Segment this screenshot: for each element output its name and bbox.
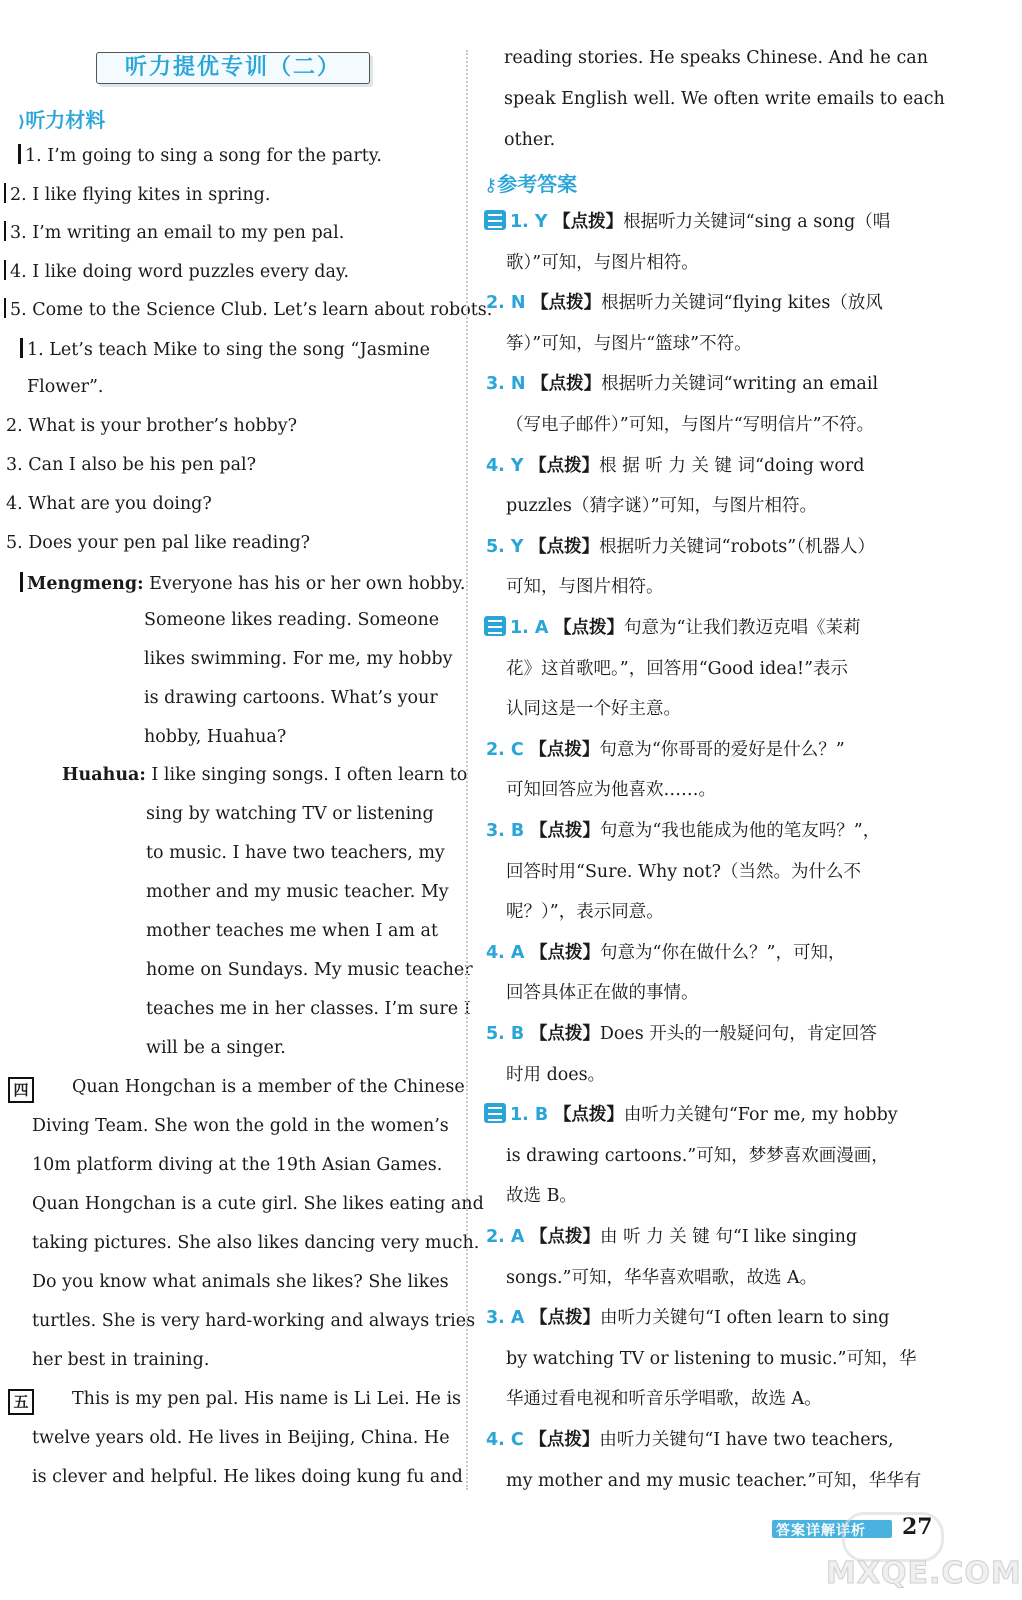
answer-text: 根据听力关键词“sing a song（唱	[623, 212, 891, 232]
s2-line-2: 2. What is your brother’s hobby?	[6, 416, 298, 436]
s2-line-1: 1. Let’s teach Mike to sing the song “Jasmine	[20, 338, 430, 360]
answer-14-line-1	[486, 1426, 894, 1451]
margin-mark-icon	[4, 183, 6, 203]
materials-heading: ⟩听力材料	[18, 108, 106, 132]
answer-6-line-2: 花》这首歌吧。”，回答用“Good idea!”表示	[506, 658, 849, 679]
answer-12-line-1	[486, 1223, 857, 1248]
s1-line-4: 4. I like doing word puzzles every day.	[4, 260, 349, 282]
answer-10-line-2: 时用 does。	[506, 1064, 606, 1085]
dialogue-line: hobby, Huahua?	[144, 727, 287, 747]
dialogue-line: mother teaches me when I am at	[146, 921, 438, 941]
hint-tag: 【点拨】	[553, 212, 624, 232]
s2-line-1-cont: Flower”.	[27, 377, 104, 397]
answer-11-line-1	[484, 1101, 898, 1126]
hint-tag: 【点拨】	[553, 1105, 624, 1126]
s5-line: twelve years old. He lives in Beijing, China. He	[32, 1428, 450, 1448]
answer-text: 根据听力关键词“flying kites（放风	[601, 293, 883, 314]
answer-text: 由 听 力 关 键 句“I like singing	[600, 1227, 858, 1247]
s4-line: Quan Hongchan is a cute girl. She likes eating and	[32, 1194, 484, 1214]
page-number: 27	[902, 1514, 933, 1540]
s5-line: is clever and helpful. He likes doing kung fu and	[32, 1467, 463, 1487]
column-divider	[466, 50, 468, 1490]
answer-8-line-1	[486, 817, 880, 842]
answer-2-line-1	[486, 289, 883, 314]
hint-tag: 【点拨】	[529, 1024, 600, 1044]
answer-14-line-2: my mother and my music teacher.”可知，华华有	[506, 1470, 922, 1491]
section-list-icon	[484, 616, 506, 636]
dialogue-line-huahua: Huahua: I like singing songs. I often learn to	[62, 765, 468, 785]
answer-number: 3. A	[486, 1308, 525, 1329]
continued-line: reading stories. He speaks Chinese. And he can	[504, 48, 928, 68]
answer-7-line-1	[486, 736, 845, 761]
dialogue-line: home on Sundays. My music teacher	[146, 960, 473, 980]
hint-tag: 【点拨】	[530, 942, 601, 963]
answer-9-line-2: 回答具体正在做的事情。	[506, 983, 699, 1004]
footer-label: 答案详解详析	[776, 1523, 866, 1539]
answer-text: 由听力关键句“I often learn to sing	[600, 1308, 890, 1329]
answer-8-line-3: 呢？）”，表示同意。	[506, 902, 664, 923]
margin-mark-icon	[4, 298, 6, 318]
answer-3-line-2: （写电子邮件）”可知，与图片“写明信片”不符。	[506, 415, 875, 435]
section-list-icon	[484, 1103, 506, 1123]
answer-2-line-2: 筝）”可知，与图片“篮球”不符。	[506, 333, 752, 354]
section-four-mark: 四	[8, 1077, 34, 1103]
answer-text: 根据听力关键词“robots”（机器人）	[599, 536, 875, 557]
section-five-mark: 五	[8, 1389, 34, 1415]
s1-line-5: 5. Come to the Science Club. Let’s learn about robots.	[4, 298, 492, 320]
dialogue-line: is drawing cartoons. What’s your	[144, 688, 438, 708]
answer-text: 句意为“我也能成为他的笔友吗？”，	[599, 821, 881, 841]
answer-number: 4. Y	[486, 455, 524, 476]
answer-text: 由听力关键句“For me, my hobby	[623, 1105, 898, 1126]
margin-mark-icon	[4, 221, 6, 241]
answer-text: 句意为“你在做什么？”，可知，	[600, 942, 846, 963]
answer-5-line-2: 可知，与图片相符。	[506, 577, 664, 598]
dialogue-line: to music. I have two teachers, my	[146, 843, 445, 863]
dialogue-line: will be a singer.	[146, 1038, 286, 1058]
hint-tag: 【点拨】	[530, 1227, 601, 1247]
hint-tag: 【点拨】	[529, 739, 600, 760]
s4-line: 10m platform diving at the 19th Asian Games.	[32, 1155, 443, 1175]
answer-number: 1. A	[510, 618, 549, 638]
answer-number: 5. B	[486, 1024, 525, 1044]
s4-line: Quan Hongchan is a member of the Chinese	[72, 1077, 465, 1097]
answer-number: 3. N	[486, 374, 526, 395]
ear-icon: ⟩	[18, 112, 26, 131]
section-mark-icon	[20, 338, 23, 358]
answer-13-line-2: by watching TV or listening to music.”可知，华	[506, 1348, 917, 1369]
answer-number: 1. B	[510, 1105, 549, 1126]
answer-11-line-2: is drawing cartoons.”可知，梦梦喜欢画漫画，	[506, 1145, 889, 1166]
answer-number: 1. Y	[510, 212, 548, 232]
answer-number: 4. C	[486, 1430, 524, 1450]
answer-6-line-1	[484, 614, 861, 639]
s5-line: This is my pen pal. His name is Li Lei. He is	[72, 1389, 462, 1409]
answer-4-line-2: puzzles（猜字谜）”可知，与图片相符。	[506, 496, 818, 517]
answer-5-line-1	[486, 533, 875, 558]
answer-6-line-3: 认同这是一个好主意。	[506, 699, 681, 720]
dialogue-line: mother and my music teacher. My	[146, 882, 449, 902]
answer-number: 4. A	[486, 942, 525, 963]
page-title: 听力提优专训（二）	[96, 52, 370, 84]
answers-heading: ⚷参考答案	[484, 172, 578, 196]
hint-tag: 【点拨】	[531, 374, 602, 395]
s1-line-2: 2. I like flying kites in spring.	[4, 183, 270, 205]
answer-number: 2. A	[486, 1227, 525, 1247]
answer-text: Does 开头的一般疑问句，肯定回答	[599, 1024, 877, 1044]
section-mark-icon	[18, 144, 21, 164]
answer-7-line-2: 可知回答应为他喜欢……。	[506, 780, 716, 801]
hint-tag: 【点拨】	[529, 455, 600, 476]
hint-tag: 【点拨】	[554, 618, 625, 638]
hint-tag: 【点拨】	[529, 821, 600, 841]
answer-text: 根据听力关键词“writing an email	[601, 374, 879, 395]
dialogue-line: Someone likes reading. Someone	[144, 610, 440, 630]
answer-12-line-2: songs.”可知，华华喜欢唱歌，故选 A。	[506, 1267, 818, 1288]
s2-line-3: 3. Can I also be his pen pal?	[6, 455, 257, 475]
answer-13-line-1	[486, 1304, 889, 1329]
right-column	[478, 0, 948, 1600]
answer-number: 3. B	[486, 821, 525, 841]
dialogue-line: teaches me in her classes. I’m sure I	[146, 999, 471, 1019]
answer-text: 由听力关键句“I have two teachers,	[599, 1430, 894, 1450]
left-column	[0, 0, 493, 1600]
section-mark-icon	[20, 572, 23, 592]
answer-3-line-1	[486, 370, 878, 395]
dialogue-line: sing by watching TV or listening	[146, 804, 434, 824]
answer-13-line-3: 华通过看电视和听音乐学唱歌，故选 A。	[506, 1389, 822, 1410]
s4-line: Diving Team. She won the gold in the women’s	[32, 1116, 449, 1136]
section-list-icon	[484, 210, 506, 230]
answer-1-line-2: 歌）”可知，与图片相符。	[506, 252, 699, 273]
s4-line: turtles. She is very hard-working and always tries	[32, 1311, 476, 1331]
answer-number: 2. N	[486, 293, 526, 314]
dialogue-line: likes swimming. For me, my hobby	[144, 649, 453, 669]
watermark-text: MXQE.COM	[826, 1556, 1022, 1591]
s1-line-1: 1. I’m going to sing a song for the party.	[18, 144, 382, 166]
answer-9-line-1	[486, 939, 845, 964]
answer-4-line-1	[486, 452, 864, 477]
answer-number: 2. C	[486, 739, 524, 760]
answer-1-line-1	[484, 208, 890, 233]
hint-tag: 【点拨】	[529, 1430, 600, 1450]
s4-line: her best in training.	[32, 1350, 210, 1370]
dialogue-line-1: Mengmeng: Everyone has his or her own hobby.	[20, 572, 465, 594]
s4-line: Do you know what animals she likes? She likes	[32, 1272, 449, 1292]
key-icon: ⚷	[484, 175, 498, 196]
answer-10-line-1	[486, 1020, 877, 1045]
s4-line: taking pictures. She also likes dancing very much.	[32, 1233, 480, 1253]
continued-line: other.	[504, 130, 556, 150]
watermark-logo-icon	[842, 1512, 944, 1562]
s2-line-4: 4. What are you doing?	[6, 494, 212, 514]
answer-number: 5. Y	[486, 536, 524, 557]
answer-text: 句意为“让我们教迈克唱《茉莉	[624, 618, 861, 638]
s2-line-5: 5. Does your pen pal like reading?	[6, 533, 311, 553]
answer-8-line-2: 回答时用“Sure. Why not?（当然。为什么不	[506, 861, 861, 882]
hint-tag: 【点拨】	[530, 1308, 601, 1329]
continued-line: speak English well. We often write emails to each	[504, 89, 945, 109]
margin-mark-icon	[4, 260, 6, 280]
hint-tag: 【点拨】	[531, 293, 602, 314]
answer-text: 句意为“你哥哥的爱好是什么？”	[599, 739, 845, 760]
answer-text: 根 据 听 力 关 键 词“doing word	[599, 455, 865, 476]
hint-tag: 【点拨】	[529, 536, 600, 557]
s1-line-3: 3. I’m writing an email to my pen pal.	[4, 221, 344, 243]
answer-11-line-3: 故选 B。	[506, 1186, 577, 1207]
